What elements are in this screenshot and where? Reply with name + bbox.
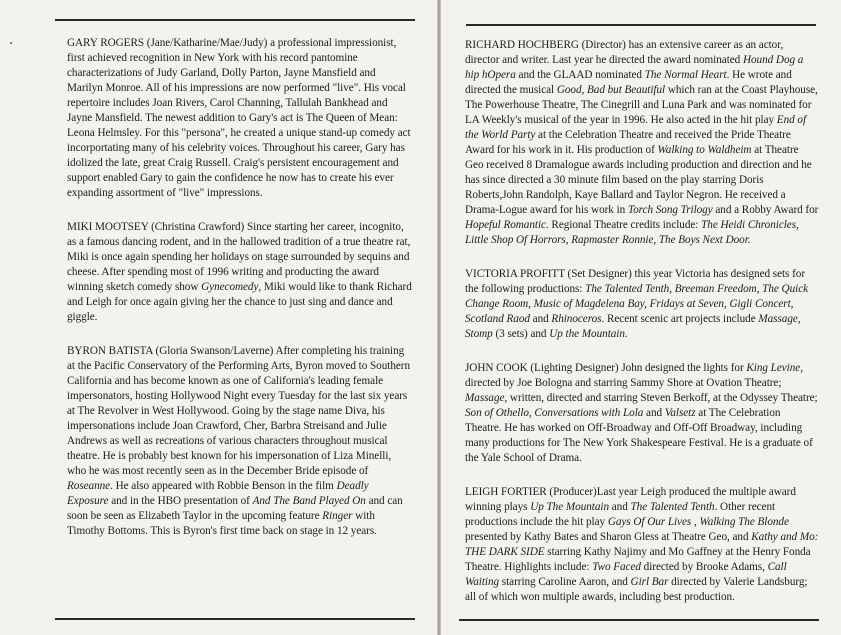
bio-text: . Recent scenic art projects include	[601, 313, 759, 325]
bio-text: BYRON BATISTA (Gloria Swanson/Laverne) After completing his training at the Pacific Conservatory of the Performing Arts, Byron moved to Southern California and has become known as one of California's leading female impersonators, hosting Hollywood Night every Tuesday for the last six years at The Revolver in West Hollywood. Going by the stage name Diva, his impersonations include Joan Crawford, Cher, Barbra Streisand and Julie Andrews as well as recreations of various characters throughout musical theatre. He is probably best known for his impersonation of Liza Minelli, who he was most recently seen as in the December Bride episode of	[67, 345, 410, 477]
bio-text: . Regional Theatre credits include:	[545, 219, 702, 231]
title-italic: King Levine	[746, 362, 801, 374]
title-italic: Walking to Waldheim	[657, 144, 752, 156]
title-italic: Ringer	[322, 510, 353, 522]
bio-text: JOHN COOK (Lighting Designer) John designed the lights for	[465, 362, 747, 374]
top-rule	[466, 24, 816, 26]
title-italic: Gynecomedy	[201, 281, 259, 293]
title-italic: The Heidi Chronicles, Little Shop Of Horrors, Rapmaster Ronnie, The Boys Next Door.	[465, 219, 799, 246]
bio-text: and a Robby Award for	[712, 204, 819, 216]
title-italic: Torch Song Trilogy	[627, 204, 713, 216]
bio-text: RICHARD HOCHBERG (Director) has an extensive career as an actor, director and writer. Last year he directed the award nominated	[465, 39, 784, 66]
title-italic: Girl Bar	[630, 576, 669, 588]
bio-text: , directed by Joe Bologna and starring Sammy Shore at Ovation Theatre;	[465, 362, 803, 389]
bio-text: and	[529, 313, 552, 325]
bio-text: GARY ROGERS (Jane/Katharine/Mae/Judy) a professional impressionist, first achieved recognition in New York with his record pantomine characterizations of Judy Garland, Dolly Parton, Jayne Mansfield and Marilyn Monroe. All of his impressions are now performed "live". His vocal repertoire includes Joan Rivers, Carol Channing, Tallulah Bankhead and Jayne Mansfield. The newest addition to Gary's act is The Queen of Mean: Leona Helmsley. For this "persona", he created a unique stand-up comedy act incorportating many of his celebrity voices. Throughout his career, Gary has idolized the late, great Craig Russell. Craig's persistent encouragement and support enabled Gary to gain the confidence he now has to create his ever expanding assortment of "live" impressions.	[67, 37, 411, 199]
left-column	[67, 36, 412, 558]
title-italic: The Talented Tenth	[630, 501, 715, 513]
title-italic: Up the Mountain	[549, 328, 625, 340]
title-italic: Massage, Stomp	[465, 313, 801, 340]
title-italic: Good, Bad but Beautiful	[556, 84, 666, 96]
title-italic: Gays Of Our Lives	[607, 516, 692, 528]
bio-text: MIKI MOOTSEY (Christina Crawford) Since starting her career, incognito, as a famous dancing rodent, and in the hallowed tradition of a true theatre rat, Miki is once again spending her holidays on stage surrounded by sequins and cheese. After spending most of 1996 writing and producting the award winning sketch comedy show	[67, 221, 411, 293]
title-italic: Deadly Exposure	[67, 480, 369, 507]
title-italic: Walking The Blonde	[699, 516, 789, 528]
right-page	[441, 0, 841, 635]
title-italic: Rhinoceros	[551, 313, 602, 325]
title-italic: Hound Dog a hip hOpera	[465, 54, 804, 81]
bio-gary-rogers	[67, 36, 412, 201]
bio-leigh-fortier	[465, 485, 819, 605]
bio-text: and can soon be seen as Elizabeth Taylor in the upcoming feature	[67, 495, 403, 522]
bio-text: at Theatre Geo received 8 Dramalogue awards including production and direction and he has since directed a 30 minute film based on the play starring Doris Roberts,John Randolph, Kaye Ballard and Taylor Negron. He received a Drama-Logue award for his work in	[465, 144, 812, 216]
bio-text: with Timothy Bottoms. This is Byron's first time back on stage in 12 years.	[67, 510, 377, 537]
bio-text: VICTORIA PROFITT (Set Designer) this year Victoria has designed sets for the following productions:	[465, 268, 806, 295]
title-italic: Kathy and Mo: THE DARK SIDE	[465, 531, 819, 558]
title-italic: Call Waiting	[465, 561, 787, 588]
bio-text: LEIGH FORTIER (Producer)Last year Leigh produced the multiple award winning plays	[465, 486, 796, 513]
title-italic: Valsetz	[664, 407, 696, 419]
title-italic: And The Band Played On	[252, 495, 366, 507]
bio-text: starring Kathy Najimy and Mo Gaffney at the Henry Fonda Theatre. Highlights include:	[465, 546, 811, 573]
bio-miki-mootsey	[67, 220, 412, 325]
title-italic: End of the World Party	[465, 114, 807, 141]
bio-john-cook	[465, 361, 819, 466]
title-italic: Two Faced	[592, 561, 641, 573]
bio-text: . He also appeared with Robbie Benson in the film	[110, 480, 337, 492]
title-italic: Up The Mountain	[530, 501, 609, 513]
bio-text: which ran at the Coast Playhouse, The Powerhouse Theatre, The Cinegrill and Luna Park and was nominated for LA Weekly's musical of the year in 1996. He also acted in the hit play	[465, 84, 818, 126]
paper-speck	[10, 42, 12, 44]
bio-text: . Other recent productions include the hit play	[465, 501, 776, 528]
title-italic: Massage	[465, 392, 505, 404]
bottom-rule	[459, 619, 819, 621]
bio-text: directed by Valerie Landsburg; all of which won multiple awards, including best production.	[465, 576, 808, 603]
bio-victoria-profitt	[465, 267, 819, 342]
right-column	[465, 38, 819, 624]
bio-text: directed by Brooke Adams,	[640, 561, 768, 573]
bio-text: (3 sets) and	[492, 328, 550, 340]
bottom-rule	[55, 618, 415, 620]
bio-text: . He wrote and directed the musical	[465, 69, 792, 96]
bio-text: and	[609, 501, 631, 513]
title-italic: The Talented Tenth, Breeman Freedom, The Quick Change Room, Music of Magdelena Bay, Fridays at Seven, Gigli Concert, Scotland Raod	[465, 283, 809, 325]
bio-text: , Miki would like to thank Richard and Leigh for once again giving her the chance to just sing and dance and giggle.	[67, 281, 412, 323]
bio-text: .	[624, 328, 628, 340]
top-rule	[55, 19, 415, 21]
bio-text: at the Celebration Theatre and received the Pride Theatre Award for his work in it. His production of	[465, 129, 791, 156]
bio-text: presented by Kathy Bates and Sharon Gless at Theatre Geo, and	[465, 531, 752, 543]
title-italic: Roseanne	[67, 480, 111, 492]
title-italic: Son of Othello, Conversations with Lola	[465, 407, 644, 419]
title-italic: The Normal Heart	[644, 69, 727, 81]
title-italic: Hopeful Romantic	[465, 219, 546, 231]
bio-text: and	[643, 407, 665, 419]
bio-richard-hochberg	[465, 38, 819, 248]
bio-text: and the GLAAD nominated	[515, 69, 645, 81]
bio-text: and in the HBO presentation of	[108, 495, 253, 507]
bio-byron-batista	[67, 344, 412, 539]
bio-text: ,	[691, 516, 700, 528]
bio-text: , written, directed and starring Steven Berkoff, at the Odyssey Theatre;	[504, 392, 818, 404]
bio-text: at The Celebration Theatre. He has worked on Off-Broadway and Off-Off Broadway, including many productions for The New York Shakespeare Festival. He is a graduate of the Yale School of Drama.	[465, 407, 813, 464]
bio-text: starring Caroline Aaron, and	[499, 576, 631, 588]
